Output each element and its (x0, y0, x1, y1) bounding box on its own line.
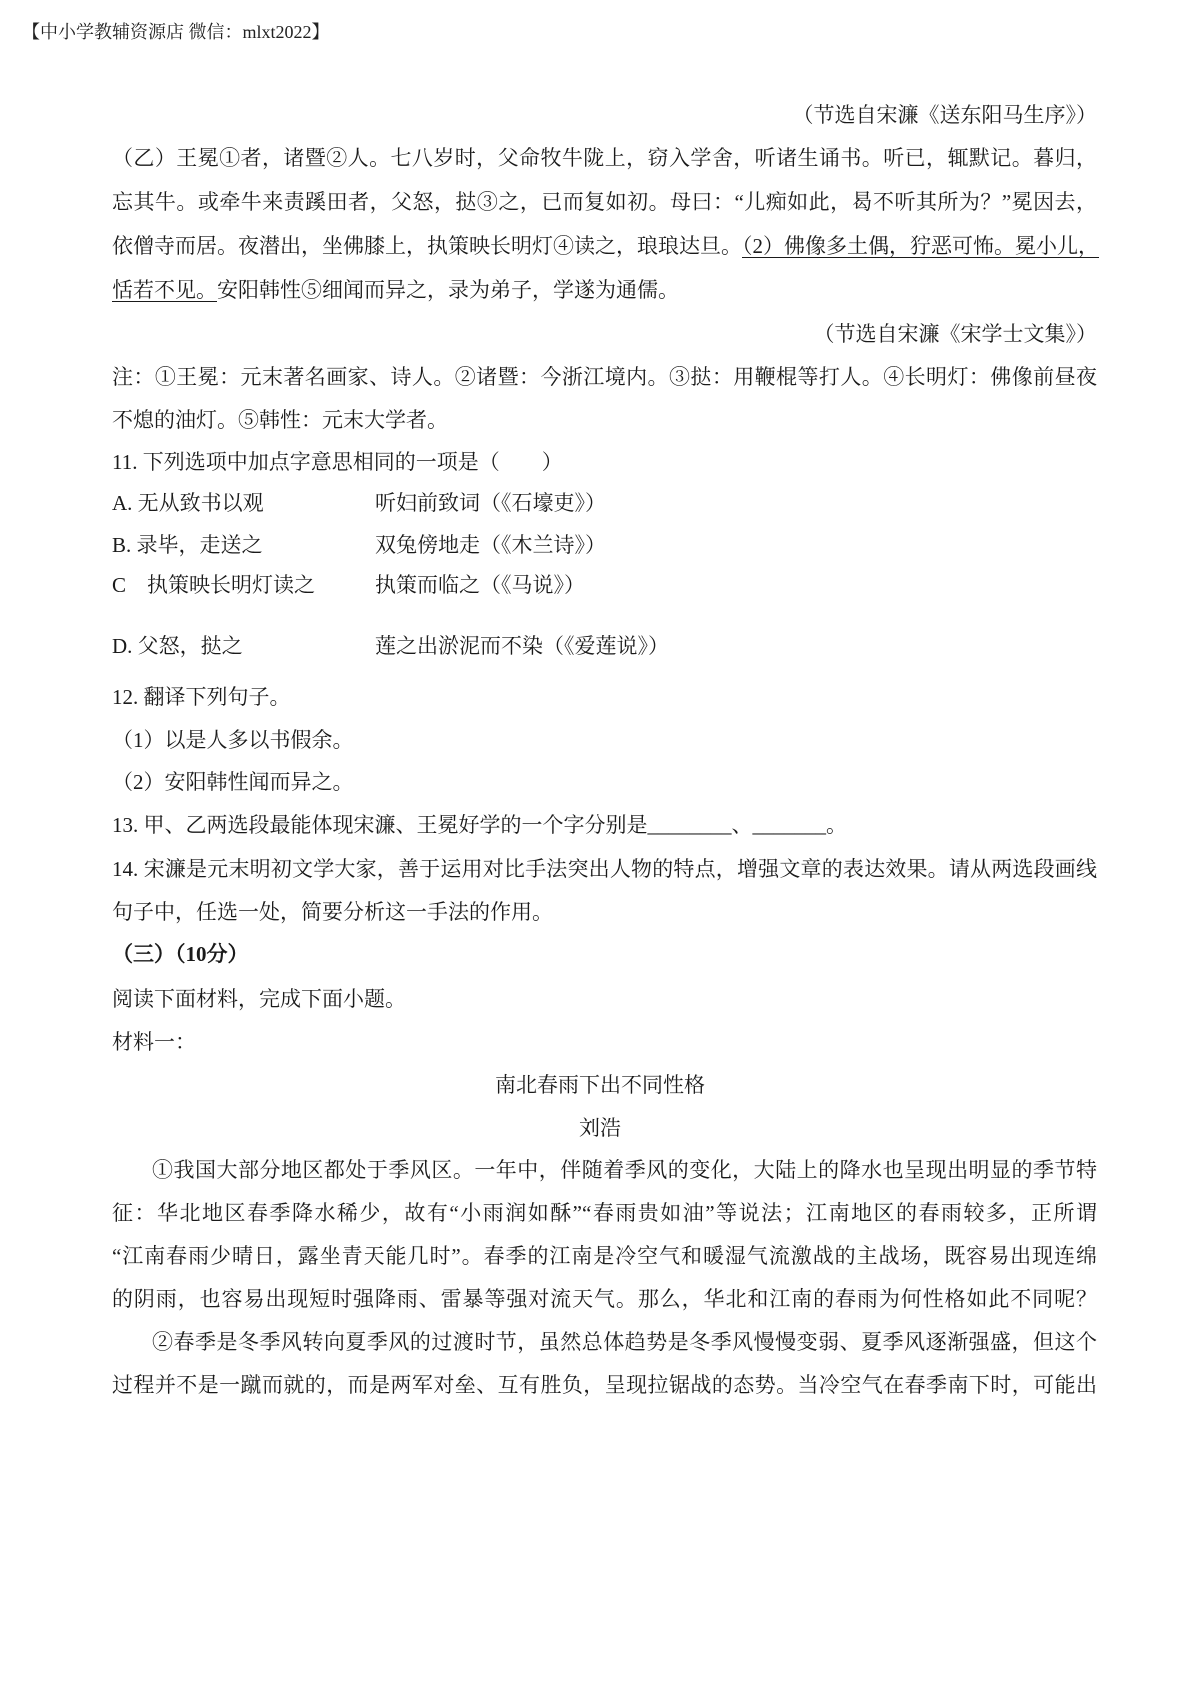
question-14-line-1 (112, 857, 1097, 882)
underlined-sentence-2-part-1: （2）佛像多土偶，狞恶可怖。冕小儿， (742, 234, 1099, 258)
article-author: 刘浩 (579, 1116, 621, 1140)
underlined-sentence-2-part-2: 恬若不见。 (112, 278, 217, 302)
article-para-1-line-4-text: 的阴雨，也容易出现短时强降雨、雷暴等强对流天气。那么，华北和江南的春雨为何性格如此不同呢？ (112, 1287, 1097, 1311)
question-12-item-2: （2）安阳韩性闻而异之。 (112, 770, 354, 794)
article-para-1-line-3 (112, 1244, 1097, 1269)
passage-yi-line-1-text: （乙）王冕①者，诸暨②人。七八岁时，父命牧牛陇上，窃入学舍，听诸生诵书。听已，辄默记。暮归， (112, 146, 1097, 170)
article-para-1-line-4 (112, 1287, 1097, 1312)
option-a-right: 听妇前致词（《石壕吏》） (375, 491, 606, 515)
article-para-1-line-3-text: “江南春雨少晴日，露坐青天能几时”。春季的江南是冷空气和暖湿气流激战的主战场，既容易出现连绵 (112, 1244, 1097, 1268)
article-para-2-line-1 (152, 1330, 1097, 1355)
article-title: 南北春雨下出不同性格 (495, 1073, 705, 1097)
option-d-right: 莲之出淤泥而不染（《爱莲说》） (375, 634, 669, 658)
article-para-1-line-2-text: 征：华北地区春季降水稀少，故有“小雨润如酥”“春雨贵如油”等说法；江南地区的春雨较多，正所谓 (112, 1201, 1097, 1225)
article-para-2-line-2 (112, 1373, 1097, 1398)
question-14-line-2: 句子中，任选一处，简要分析这一手法的作用。 (112, 900, 553, 924)
passage-yi-line-4 (112, 278, 1097, 303)
passage-yi-line-3-text: 依僧寺而居。夜潜出，坐佛膝上，执策映长明灯④读之，琅琅达旦。 (112, 234, 742, 258)
question-13: 13. 甲、乙两选段最能体现宋濂、王冕好学的一个字分别是________、_______。 (112, 813, 847, 837)
question-11: 11. 下列选项中加点字意思相同的一项是（ ） (112, 450, 563, 474)
option-a-left: A. 无从致书以观 (112, 491, 264, 515)
question-12: 12. 翻译下列句子。 (112, 685, 291, 709)
passage-yi-line-4-text: 安阳韩性⑤细闻而异之，录为弟子，学遂为通儒。 (217, 278, 679, 302)
notes-line-1 (112, 365, 1097, 390)
article-para-1-line-2 (112, 1201, 1097, 1226)
question-14-line-1-text: 14. 宋濂是元末明初文学大家，善于运用对比手法突出人物的特点，增强文章的表达效果。请从两选段画线 (112, 857, 1097, 881)
option-b-left: B. 录毕，走送之 (112, 533, 263, 557)
option-d-left: D. 父怒，挞之 (112, 634, 243, 658)
passage-yi-line-3 (112, 234, 1097, 259)
article-para-1-line-1-text: ①我国大部分地区都处于季风区。一年中，伴随着季风的变化，大陆上的降水也呈现出明显的季节特 (152, 1158, 1097, 1182)
article-para-1-line-1 (152, 1158, 1097, 1183)
passage-yi-line-2-text: 忘其牛。或牵牛来责蹊田者，父怒，挞③之，已而复如初。母曰：“儿痴如此，曷不听其所为？”冕因去， (112, 190, 1097, 214)
header-note: 【中小学教辅资源店 微信：mlxt2022】 (22, 22, 330, 42)
notes-line-1-text: 注：①王冕：元末著名画家、诗人。②诸暨：今浙江境内。③挞：用鞭棍等打人。④长明灯：佛像前昼夜 (112, 365, 1097, 389)
passage-yi-line-1 (112, 146, 1097, 171)
article-para-2-line-2-text: 过程并不是一蹴而就的，而是两军对垒、互有胜负，呈现拉锯战的态势。当冷空气在春季南下时，可能出 (112, 1373, 1097, 1397)
article-para-2-line-1-text: ②春季是冬季风转向夏季风的过渡时节，虽然总体趋势是冬季风慢慢变弱、夏季风逐渐强盛，但这个 (152, 1330, 1097, 1354)
option-c-right: 执策而临之（《马说》） (375, 573, 585, 597)
source-citation-2: （节选自宋濂《宋学士文集》） (813, 322, 1097, 346)
option-c-left: C 执策映长明灯读之 (112, 573, 316, 597)
instruction-text: 阅读下面材料，完成下面小题。 (112, 987, 406, 1011)
material-1-label: 材料一： (112, 1030, 196, 1054)
section-3-heading: （三）（10分） (112, 942, 249, 966)
source-citation-1: （节选自宋濂《送东阳马生序》） (792, 103, 1097, 127)
notes-line-2: 不熄的油灯。⑤韩性：元末大学者。 (112, 408, 448, 432)
passage-yi-line-2 (112, 190, 1097, 215)
question-12-item-1: （1）以是人多以书假余。 (112, 728, 354, 752)
option-b-right: 双兔傍地走（《木兰诗》） (375, 533, 606, 557)
